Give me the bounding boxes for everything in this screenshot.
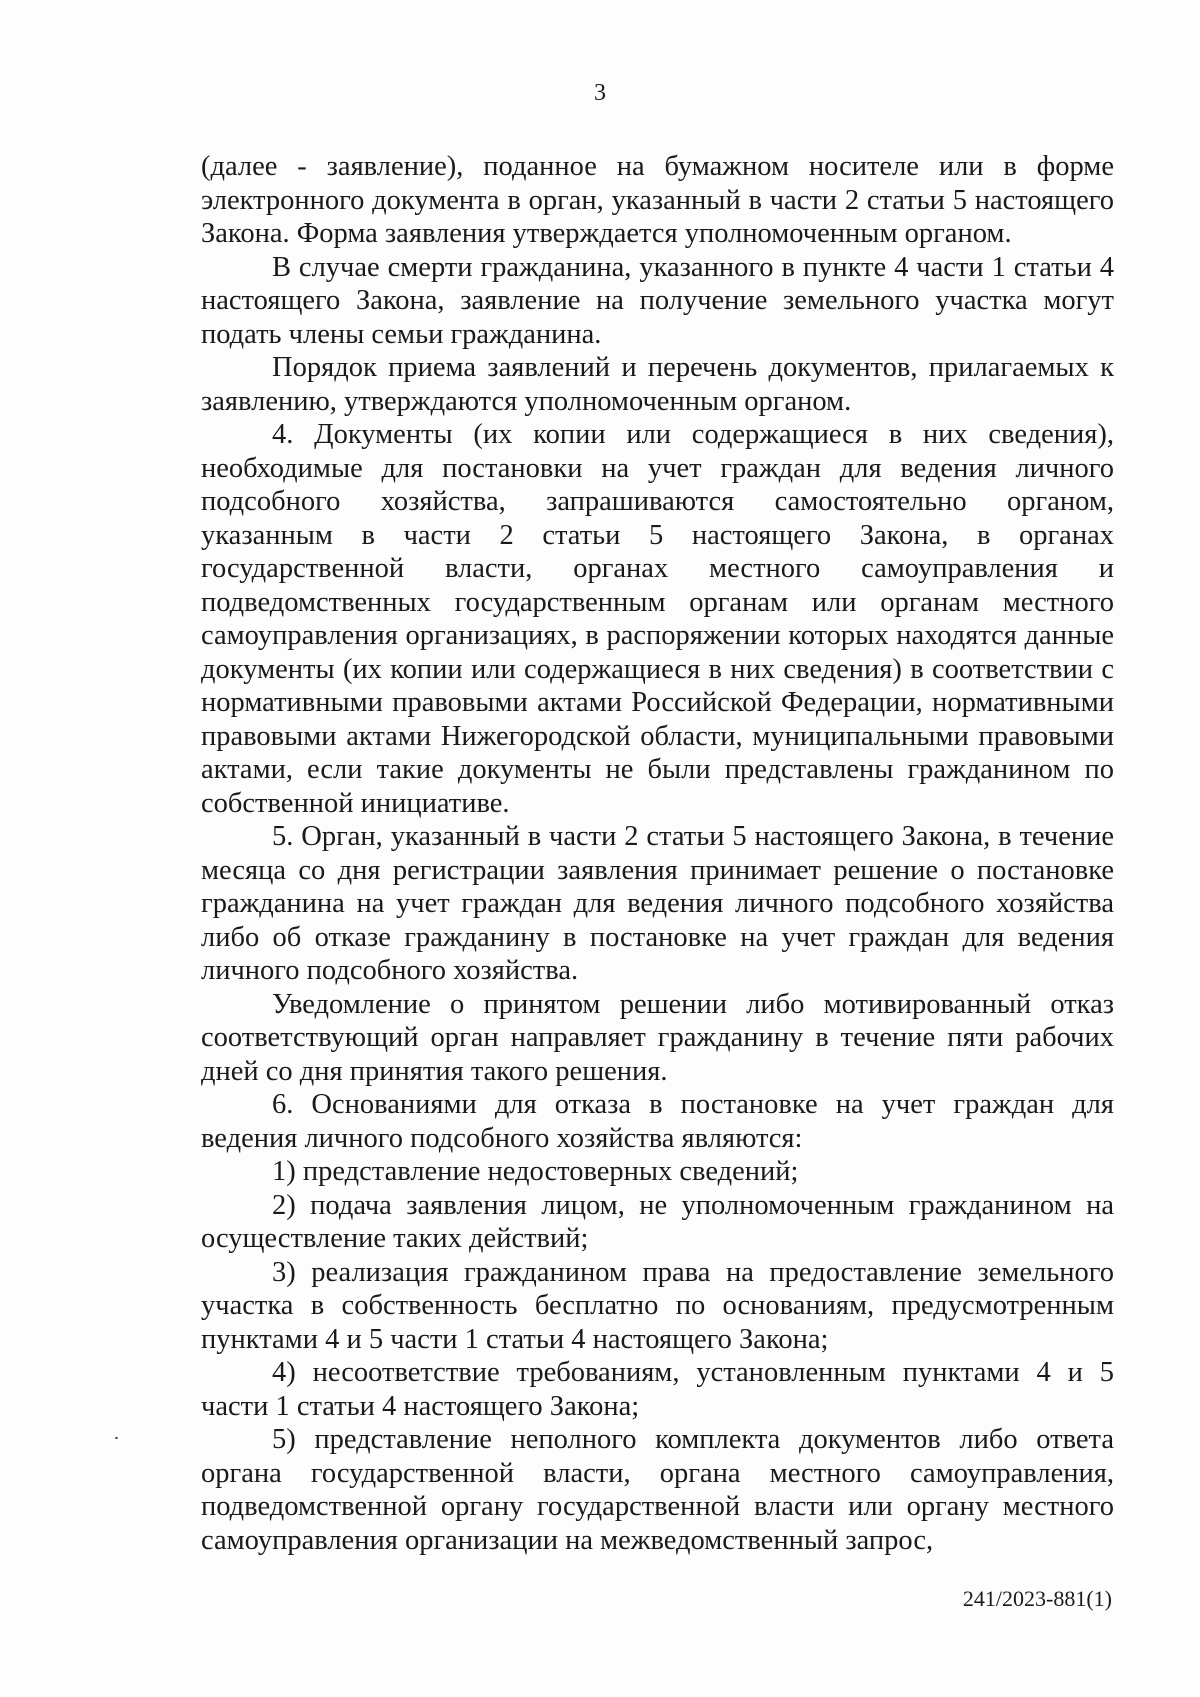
paragraph-acceptance-procedure: Порядок приема заявлений и перечень документов, прилагаемых к заявлению, утверждаются уполномоченным органом. — [201, 352, 1114, 417]
paragraph-application-form: (далее - заявление), поданное на бумажном носителе или в форме электронного документа в орган, указанный в части 2 статьи 5 настоящего Закона. Форма заявления утверждается уполномоченным органом. — [201, 151, 1114, 249]
paragraph-item-6-refusal-grounds: 6. Основаниями для отказа в постановке на учет граждан для ведения личного подсобного хозяйства являются: — [201, 1089, 1114, 1154]
list-item-1: 1) представление недостоверных сведений; — [272, 1156, 799, 1187]
list-item-3: 3) реализация гражданином права на предоставление земельного участка в собственность бесплатно по основаниям, предусмотренным пунктами 4 и 5 части 1 статьи 4 настоящего Закона; — [201, 1256, 1114, 1355]
scan-speck — [115, 1437, 118, 1439]
document-code: 241/2023-881(1) — [962, 1586, 1112, 1611]
list-item-5: 5) представление неполного комплекта документов либо ответа органа государственной власти, органа местного самоуправления, подведомственной органу государственной власти или органу местного самоуправления организации на межведомственный запрос, — [201, 1424, 1114, 1556]
list-item-2: 2) подача заявления лицом, не уполномоченным гражданином на осуществление таких действий; — [201, 1189, 1114, 1254]
paragraph-death-of-citizen: В случае смерти гражданина, указанного в пункте 4 части 1 статьи 4 настоящего Закона, заявление на получение земельного участка могут подать члены семьи гражданина. — [201, 251, 1114, 350]
paragraph-notification: Уведомление о принятом решении либо мотивированный отказ соответствующий орган направляет гражданину в течение пяти рабочих дней со дня принятия такого решения. — [201, 988, 1114, 1087]
paragraph-item-4-documents: 4. Документы (их копии или содержащиеся в них сведения), необходимые для постановки на учет граждан для ведения личного подсобного хозяйства, запрашиваются самостоятельно органом, указанным в части 2 статьи 5 настоящего Закона, в органах государственной власти, органах местного самоуправления и подведомственных государственным органам или органам местного самоуправления организациях, в распоряжении которых находятся данные документы (их копии или содержащиеся в них сведения) в соответствии с нормативными правовыми актами Российской Федерации, нормативными правовыми актами Нижегородской области, муниципальными правовыми актами, если такие документы не были представлены гражданином по собственной инициативе. — [201, 419, 1114, 819]
list-item-4: 4) несоответствие требованиям, установленным пунктами 4 и 5 части 1 статьи 4 настоящего Закона; — [201, 1357, 1114, 1422]
page-number: 3 — [594, 80, 606, 106]
paragraph-item-5-decision: 5. Орган, указанный в части 2 статьи 5 настоящего Закона, в течение месяца со дня регистрации заявления принимает решение о постановке гражданина на учет граждан для ведения личного подсобного хозяйства либо об отказе гражданину в постановке на учет граждан для ведения личного подсобного хозяйства. — [201, 821, 1114, 986]
document-body — [201, 150, 1114, 1557]
